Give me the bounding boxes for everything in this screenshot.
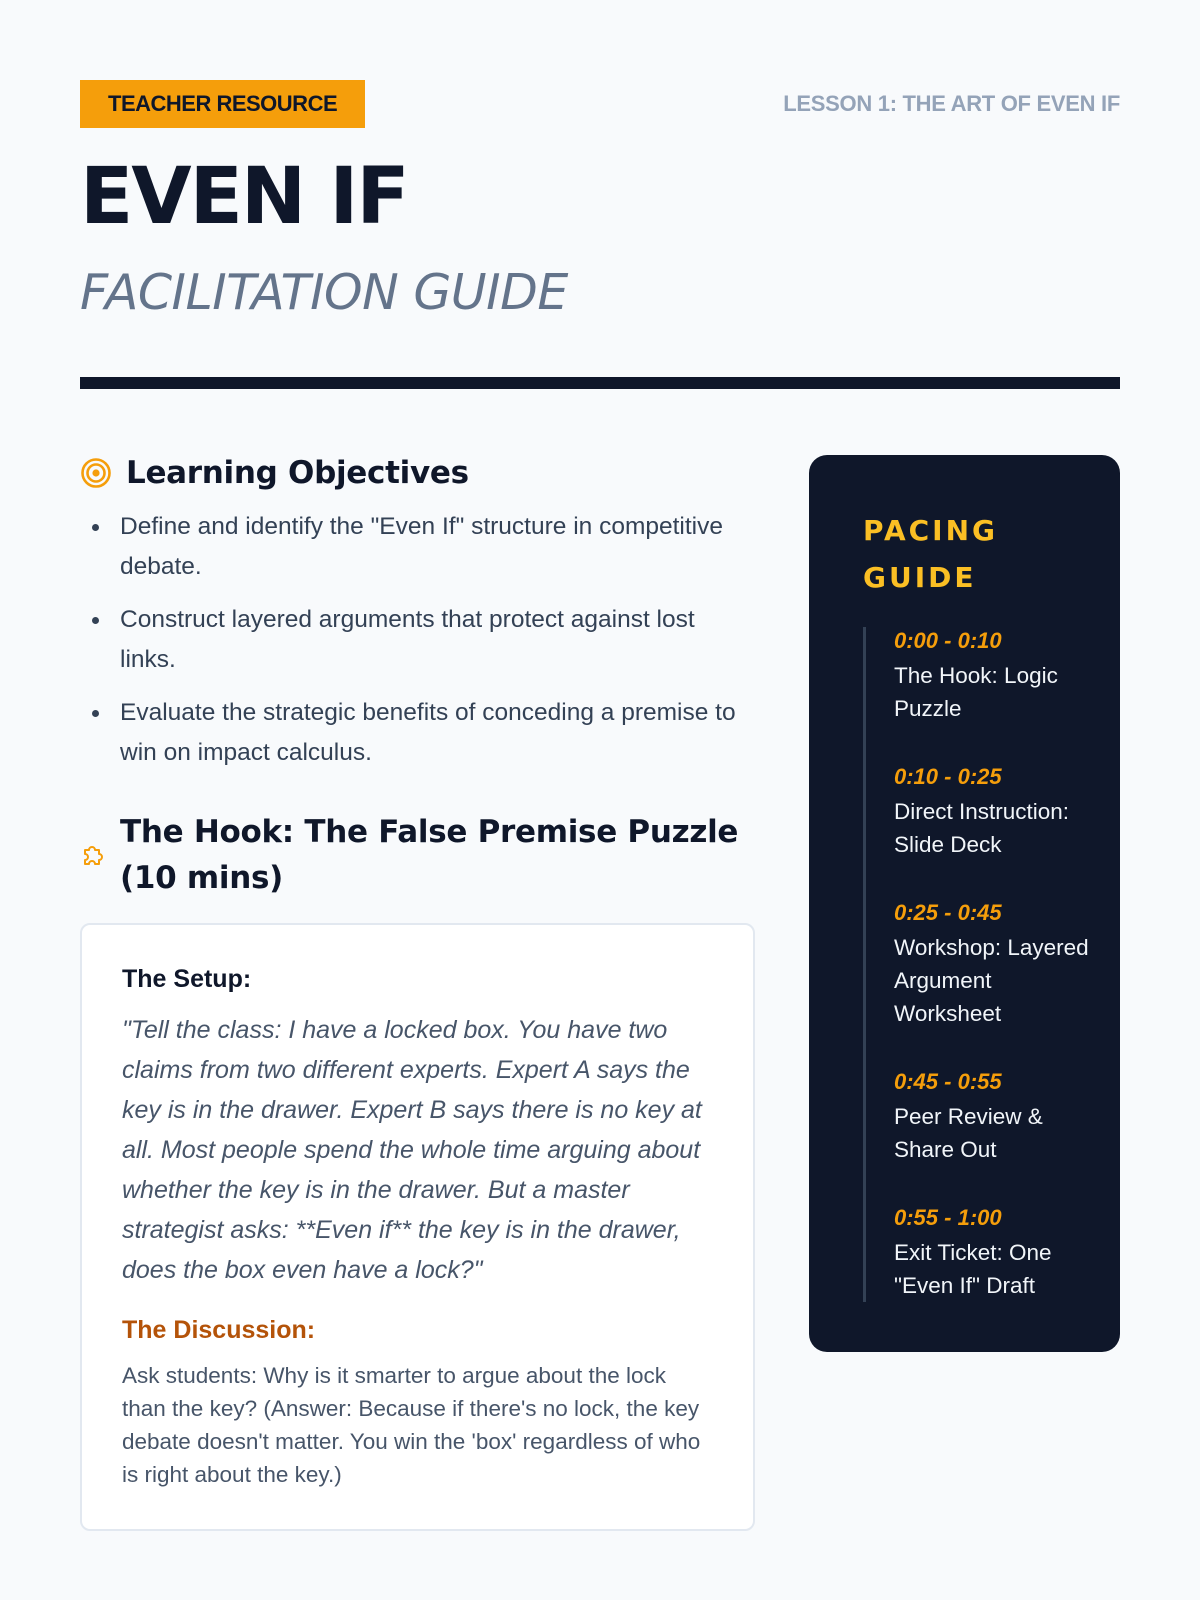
objective-item: Construct layered arguments that protect against lost links. (80, 600, 755, 680)
pacing-item (894, 763, 1090, 861)
pacing-time: 0:55 - 1:00 (894, 1205, 1002, 1230)
pacing-title-line: PACING (863, 514, 999, 547)
pacing-label: Direct Instruction: Slide Deck (894, 799, 1070, 857)
target-icon (80, 457, 112, 489)
main-column (80, 455, 755, 1531)
pacing-label: Peer Review & Share Out (894, 1104, 1043, 1162)
objectives-list (80, 507, 755, 773)
setup-label: The Setup: (122, 965, 252, 993)
hook-header (80, 809, 755, 901)
pacing-item (894, 1068, 1090, 1166)
pacing-label: Workshop: Layered Argument Worksheet (894, 935, 1089, 1026)
pacing-item (894, 899, 1090, 1030)
pacing-time: 0:00 - 0:10 (894, 628, 1002, 653)
pacing-label: Exit Ticket: One "Even If" Draft (894, 1240, 1052, 1298)
teacher-resource-badge: TEACHER RESOURCE (80, 80, 365, 128)
pacing-time: 0:25 - 0:45 (894, 900, 1002, 925)
header-divider (80, 377, 1120, 389)
hook-card (80, 923, 755, 1531)
discussion-text: Ask students: Why is it smarter to argue about the lock than the key? (Answer: Because if there's no lock, the key debate doesn't matter. You win the 'box' regardless of who is right about the key.) (122, 1363, 701, 1487)
discussion-label: The Discussion: (122, 1316, 316, 1344)
pacing-item (894, 627, 1090, 725)
puzzle-icon (80, 841, 108, 869)
pacing-title (863, 507, 1090, 601)
pacing-time: 0:10 - 0:25 (894, 764, 1002, 789)
objectives-title: Learning Objectives (126, 455, 469, 491)
pacing-guide-panel (809, 455, 1120, 1352)
lesson-label: LESSON 1: THE ART OF EVEN IF (783, 91, 1120, 116)
pacing-time: 0:45 - 0:55 (894, 1069, 1002, 1094)
pacing-label: The Hook: Logic Puzzle (894, 663, 1058, 721)
objective-item: Define and identify the "Even If" structure in competitive debate. (80, 507, 755, 587)
hook-title: The Hook: The False Premise Puzzle (10 mins) (120, 814, 739, 896)
top-bar (80, 80, 1120, 128)
pacing-title-line: GUIDE (863, 561, 977, 594)
page-subtitle: FACILITATION GUIDE (80, 264, 568, 321)
pacing-timeline (863, 627, 1090, 1302)
objective-item: Evaluate the strategic benefits of conceding a premise to win on impact calculus. (80, 693, 755, 773)
setup-quote: "Tell the class: I have a locked box. You have two claims from two different experts. Expert A says the key is in the drawer. Expert B says there is no key at all. Most people spend the whole time arguing about whether the key is in the drawer. But a master strategist asks: **Even if** the key is in the drawer, does the box even have a lock?" (122, 1016, 702, 1284)
page-title: EVEN IF (80, 152, 408, 242)
pacing-item (894, 1204, 1090, 1302)
objectives-header (80, 455, 755, 491)
